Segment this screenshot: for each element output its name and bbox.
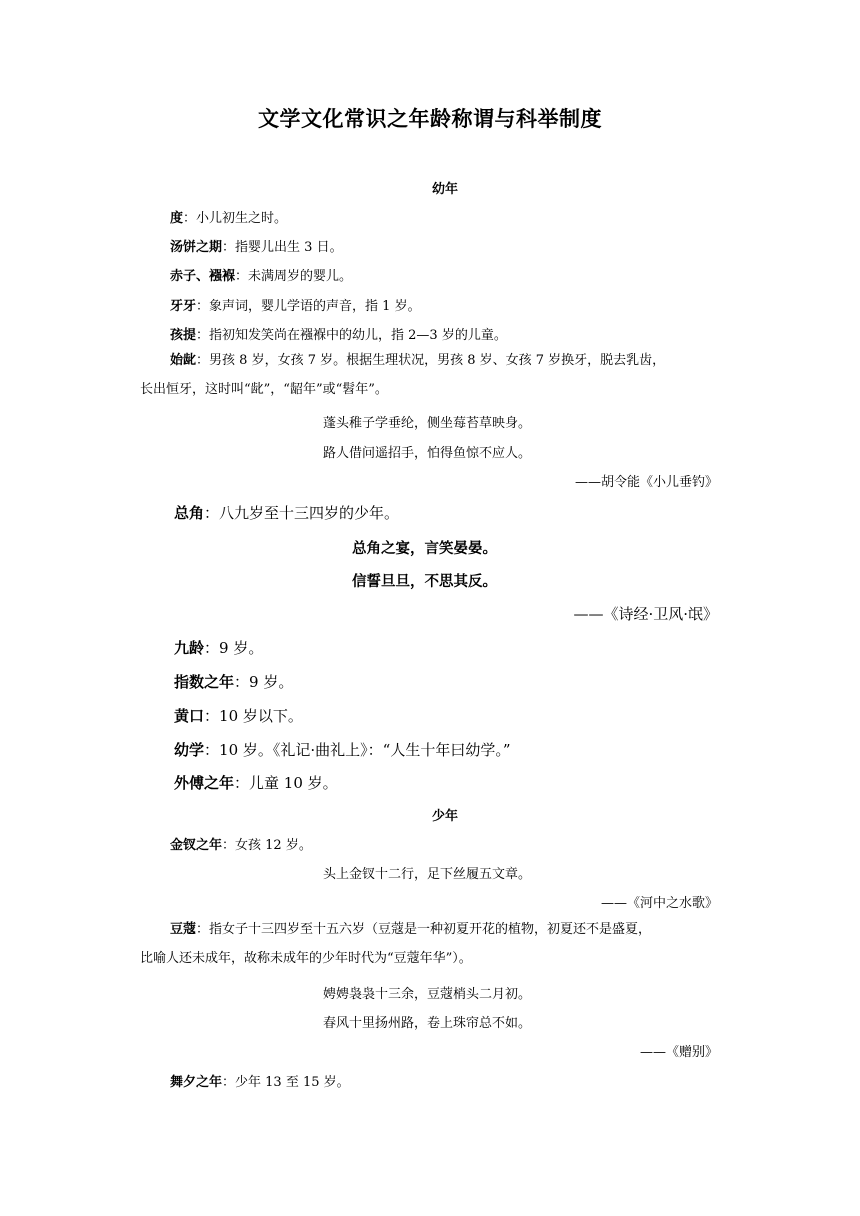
entry-separator: ： (222, 838, 236, 853)
entry-separator: ： (196, 328, 210, 343)
poem-source: ——《诗经·卫风·氓》 (573, 605, 718, 623)
entry-text-line1: 指女子十三四岁至十五六岁（豆蔻是一种初夏开花的植物，初夏还不是盛夏， (209, 922, 652, 937)
entry-chizi (170, 265, 352, 284)
entry-zhishu (174, 671, 293, 692)
entry-separator: ： (222, 240, 236, 255)
poem-line: 总角之宴，言笑晏晏。 (352, 541, 497, 557)
entry-doukou (140, 915, 720, 973)
entry-text: 小儿初生之时。 (196, 211, 288, 226)
entry-separator: ： (196, 299, 210, 314)
entry-term: 黄口 (174, 707, 205, 725)
entry-text: 指初知发笑尚在襁褓中的幼儿，指 2—3 岁的儿童。 (209, 328, 507, 343)
entry-term: 汤饼之期 (170, 240, 223, 255)
entry-text: 少年 13 至 15 岁。 (235, 1075, 350, 1090)
entry-term: 豆蔻 (170, 922, 197, 937)
entry-text: 象声词，婴儿学语的声音，指 1 岁。 (209, 299, 421, 314)
entry-text-line2: 长出恒牙，这时叫“龀”，“龆年”或“髫年”。 (140, 382, 388, 397)
entry-du (170, 207, 287, 226)
poem-source: ——胡令能《小儿垂钓》 (574, 475, 718, 490)
poem-source: ——《河中之水歌》 (600, 896, 718, 911)
entry-term: 总角 (174, 504, 205, 522)
entry-separator: ： (235, 269, 249, 284)
entry-separator: ： (204, 639, 220, 657)
entry-text: 女孩 12 岁。 (235, 838, 312, 853)
entry-tangbing (170, 236, 343, 255)
entry-separator: ： (183, 211, 197, 226)
entry-shichen (140, 346, 720, 404)
entry-text: 9 岁。 (219, 639, 264, 657)
entry-text-line1: 男孩 8 岁，女孩 7 岁。根据生理状况，男孩 8 岁、女孩 7 岁换牙，脱去乳齿， (209, 353, 666, 368)
entry-separator: ： (196, 922, 210, 937)
entry-text-line2: 比喻人还未成年，故称未成年的少年时代为“豆蔻年华”）。 (140, 951, 472, 966)
entry-term: 金钗之年 (170, 838, 223, 853)
entry-youxue (174, 739, 511, 760)
entry-term: 赤子、襁褓 (170, 269, 236, 284)
entry-text: 八九岁至十三四岁的少年。 (219, 504, 400, 522)
entry-jiuling (174, 637, 263, 658)
entry-text: 未满周岁的婴儿。 (248, 269, 353, 284)
entry-wuxi (170, 1071, 350, 1090)
entry-term: 指数之年 (174, 673, 235, 691)
entry-text: 指婴儿出生 3 日。 (235, 240, 343, 255)
entry-jinchai (170, 834, 312, 853)
poem-line: 路人借问遥招手，怕得鱼惊不应人。 (323, 446, 532, 461)
entry-term: 外傅之年 (174, 774, 235, 792)
entry-text: 儿童 10 岁。 (249, 774, 338, 792)
entry-term: 孩提 (170, 328, 197, 343)
entry-term: 九龄 (174, 639, 205, 657)
poem-line: 春风十里扬州路，卷上珠帘总不如。 (323, 1016, 532, 1031)
entry-yaya (170, 295, 421, 314)
entry-waifu (174, 772, 338, 793)
entry-term: 始龀 (170, 353, 197, 368)
entry-text: 10 岁。《礼记·曲礼上》：“人生十年曰幼学。” (219, 741, 511, 759)
entry-separator: ： (222, 1075, 236, 1090)
entry-term: 牙牙 (170, 299, 197, 314)
entry-text: 10 岁以下。 (219, 707, 303, 725)
poem-line: 信誓旦旦，不思其反。 (352, 574, 497, 590)
poem-line: 头上金钗十二行，足下丝履五文章。 (323, 867, 532, 882)
section-heading-teen: 少年 (431, 809, 458, 824)
entry-separator: ： (234, 673, 250, 691)
entry-separator: ： (204, 707, 220, 725)
entry-separator: ： (204, 741, 220, 759)
entry-term: 度 (170, 211, 184, 226)
entry-separator: ： (196, 353, 210, 368)
entry-term: 舞夕之年 (170, 1075, 223, 1090)
poem-line: 蓬头稚子学垂纶，侧坐莓苔草映身。 (323, 416, 532, 431)
page-title: 文学文化常识之年龄称谓与科举制度 (258, 107, 602, 131)
poem-source: ——《赠别》 (639, 1045, 718, 1060)
section-heading-youth: 幼年 (431, 182, 458, 197)
entry-term: 幼学 (174, 741, 205, 759)
entry-zongjiao (174, 502, 399, 523)
entry-haiti (170, 324, 507, 343)
poem-line: 娉娉袅袅十三余，豆蔻梢头二月初。 (323, 987, 532, 1002)
entry-separator: ： (234, 774, 250, 792)
entry-separator: ： (204, 504, 220, 522)
entry-text: 9 岁。 (249, 673, 294, 691)
entry-huangkou (174, 705, 303, 726)
